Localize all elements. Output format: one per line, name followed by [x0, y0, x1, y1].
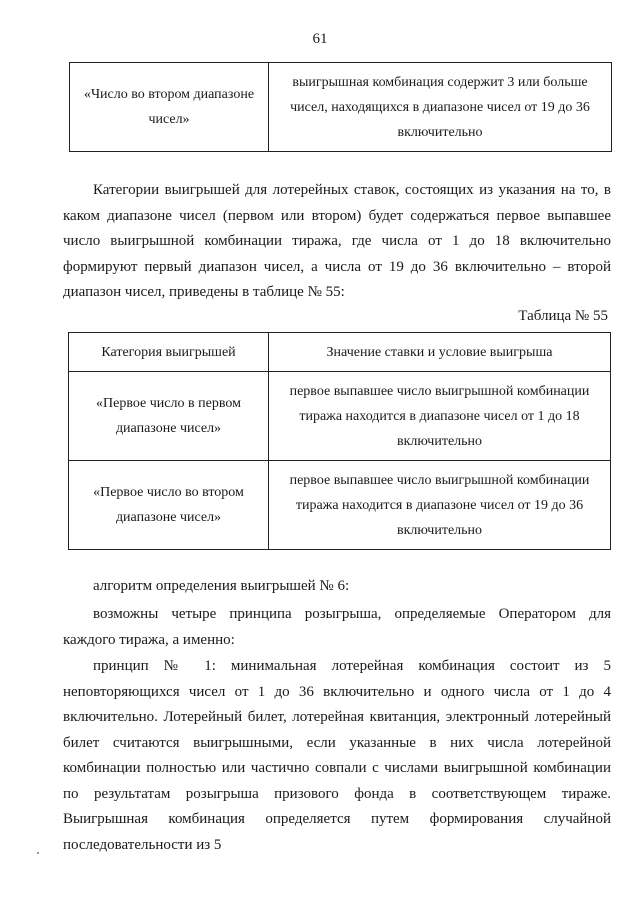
scan-speck: [37, 852, 39, 854]
column-header-condition: Значение ставки и условие выигрыша: [269, 333, 611, 372]
column-header-category: Категория выигрышей: [69, 333, 269, 372]
table-cell-condition: первое выпавшее число выигрышной комбинации тиража находится в диапазоне чисел от 1 до 18 включительно: [269, 372, 611, 461]
table-cell-condition: первое выпавшее число выигрышной комбинации тиража находится в диапазоне чисел от 19 до 36 включительно: [269, 461, 611, 550]
table-cell-condition: выигрышная комбинация содержит 3 или больше чисел, находящихся в диапазоне чисел от 19 до 36 включительно: [269, 63, 612, 152]
principles-intro: возможны четыре принципа розыгрыша, определяемые Оператором для каждого тиража, а именно:: [63, 606, 611, 648]
page-number: 61: [312, 31, 328, 47]
intro-paragraph: Категории выигрышей для лотерейных ставок, состоящих из указания на то, в каком диапазоне чисел (первом или втором) будет содержаться первое выпавшее число выигрышной комбинации тиража, где числа от 1 до 18 включительно формируют первый диапазон чисел, а числа от 19 до 36 включительно – второй диапазон чисел, приведены в таблице № 55:: [63, 182, 611, 300]
continued-table: [69, 62, 612, 152]
table-row: [69, 461, 611, 550]
table-cell-category: «Первое число в первом диапазоне чисел»: [69, 372, 269, 461]
algorithm-heading: алгоритм определения выигрышей № 6:: [93, 578, 350, 594]
table-cell-category: «Первое число во втором диапазоне чисел»: [69, 461, 269, 550]
table-caption: Таблица № 55: [518, 308, 608, 324]
table-55: [68, 332, 611, 550]
table-header-row: [69, 333, 611, 372]
principle-1-paragraph: принцип № 1: минимальная лотерейная комбинация состоит из 5 неповторяющихся чисел от 1 до 36 включительно и одного числа от 1 до 4 включительно. Лотерейный билет, лотерейная квитанция, электронный лотерейный билет считаются выигрышными, если указанные в них числа лотерейной комбинации полностью или частично совпали с числами выигрышной комбинации по результатам розыгрыша призового фонда в соответствующем тираже. Выигрышная комбинация определяется путем формирования случайной последовательности из 5: [63, 658, 611, 853]
table-cell-category: «Число во втором диапазоне чисел»: [70, 63, 269, 152]
table-row: [70, 63, 612, 152]
table-row: [69, 372, 611, 461]
